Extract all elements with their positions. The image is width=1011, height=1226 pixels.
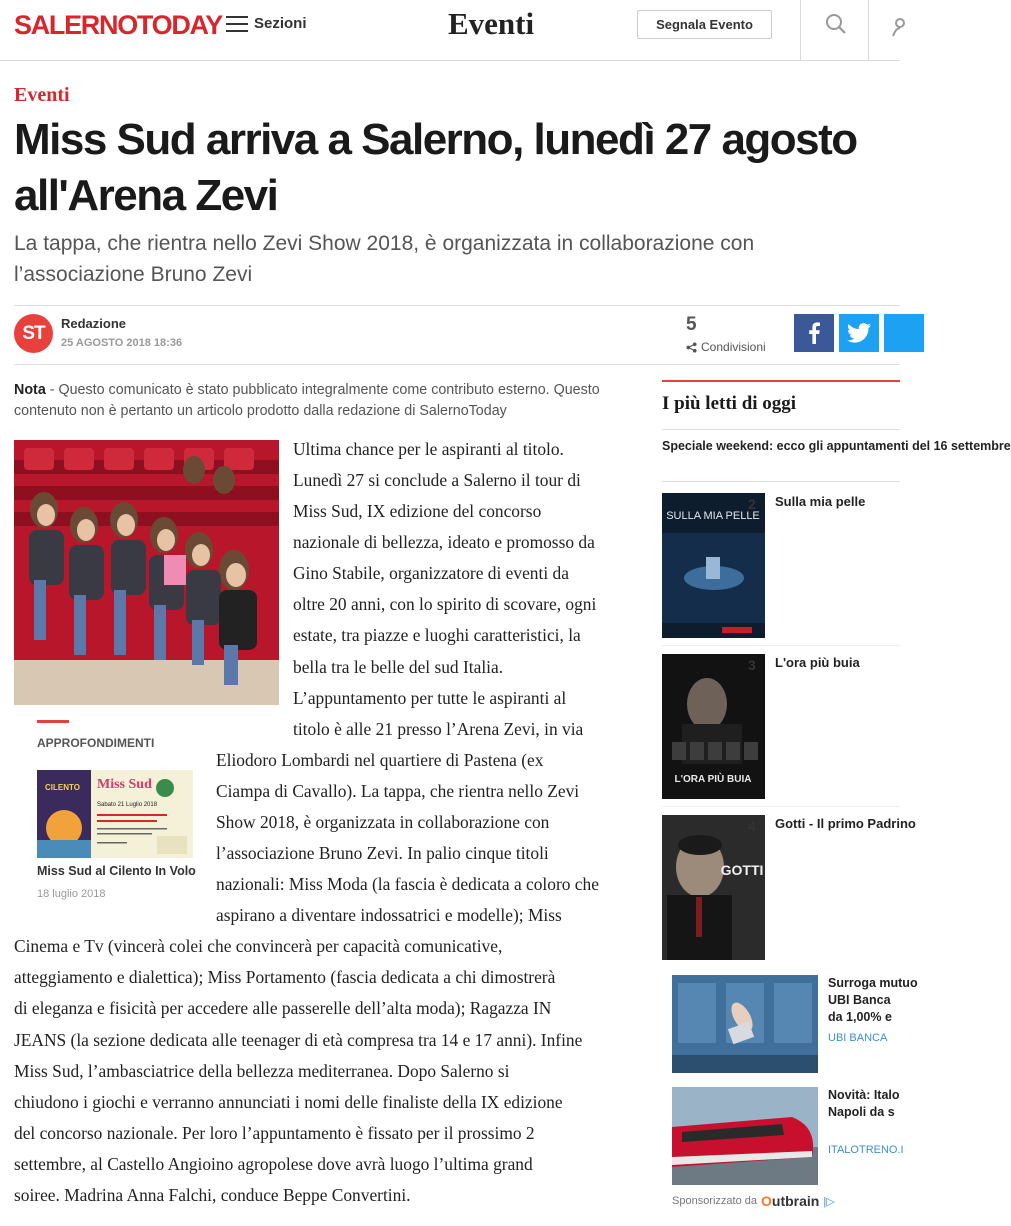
body-paragraph-line: Ultima chance per le aspiranti al titolo. <box>293 439 564 459</box>
body-paragraph-line: nazionale di bellezza, ideato e promosso da <box>293 532 595 553</box>
body-paragraph-line: L’appuntamento per tutte le aspiranti al <box>293 687 567 708</box>
sponsored-label: Sponsorizzato da <box>672 1195 757 1207</box>
adchoices-icon[interactable]: |▷ <box>823 1195 835 1208</box>
sponsored-source[interactable]: UBI BANCA <box>828 1032 888 1044</box>
divider <box>662 481 900 482</box>
body-paragraph-line: titolo è alle 21 presso l’Arena Zevi, in via <box>293 718 584 739</box>
share-label <box>686 340 766 354</box>
publish-date: 25 AGOSTO 2018 18:36 <box>61 337 183 349</box>
poster-title: L'ORA PIÙ BUIA <box>674 774 752 785</box>
body-paragraph-line: estate, tra piazze e luoghi caratteristici, la <box>293 625 581 646</box>
author-name[interactable]: Redazione <box>61 316 127 331</box>
related-accent <box>37 720 69 723</box>
facebook-icon <box>808 322 820 344</box>
note-text: - Questo comunicato è stato pubblicato integralmente come contributo esterno. Questo contenuto non è pertanto un articolo prodotto dalla redazione di SalernoToday <box>14 382 600 419</box>
article-image[interactable] <box>14 440 279 705</box>
report-event-button[interactable]: Segnala Evento <box>637 10 772 39</box>
facebook-share-button[interactable] <box>794 314 834 352</box>
most-read-thumb[interactable] <box>662 493 765 638</box>
top-header <box>0 0 900 61</box>
body-paragraph-line: l’associazione Bruno Zevi. In palio cinque titoli <box>216 843 549 864</box>
body-paragraph-line: del concorso nazionale. Per loro l’appuntamento è fissato per il prossimo 2 <box>14 1122 535 1143</box>
body-paragraph-line: Gino Stabile, organizzatore di eventi da <box>293 563 569 584</box>
sections-menu-label: Sezioni <box>254 15 307 32</box>
rank-number: 3 <box>748 657 756 673</box>
article-category[interactable]: Eventi <box>14 84 70 106</box>
most-read-item[interactable]: Speciale weekend: ecco gli appuntamenti del 16 settembre <box>662 439 1011 453</box>
article-title: Miss Sud arriva a Salerno, lunedì 27 agosto all'Arena Zevi <box>14 115 857 220</box>
divider <box>14 305 900 306</box>
header-divider <box>868 0 869 61</box>
poster-title: SULLA MIA PELLE <box>666 510 760 522</box>
body-paragraph-line: JEANS (la sezione dedicata alle teenager di età compresa tra 14 e 17 anni). Infine <box>14 1029 583 1050</box>
most-read-thumb[interactable] <box>662 654 765 799</box>
body-paragraph-line: di eleganza e fisicità per accedere alle passerelle dell’alta moda); Ragazza IN <box>14 998 552 1019</box>
body-paragraph-line: oltre 20 anni, con lo spirito di scovare, ogni <box>293 594 597 615</box>
sections-menu-button[interactable] <box>226 15 307 32</box>
body-paragraph-line: aspirano a diventare indossatrici e modelle); Miss <box>216 905 562 926</box>
related-article-link[interactable]: Miss Sud al Cilento In Volo <box>37 864 196 878</box>
share-more-button[interactable] <box>884 314 924 352</box>
sponsored-image[interactable] <box>672 1087 818 1185</box>
hamburger-icon <box>226 16 248 32</box>
body-paragraph-line: Miss Sud, IX edizione del concorso <box>293 501 542 522</box>
body-paragraph-line: Eliodoro Lombardi nel quartiere di Pastena (ex <box>216 749 544 770</box>
note-label: Nota <box>14 382 46 398</box>
author-avatar: ST <box>14 314 53 353</box>
sponsored-footer[interactable] <box>672 1193 835 1209</box>
twitter-icon <box>847 323 871 343</box>
outbrain-logo[interactable]: Outbrain <box>761 1193 820 1209</box>
sponsored-source[interactable]: ITALOTRENO.I <box>828 1144 904 1156</box>
user-icon[interactable] <box>893 18 900 38</box>
article-subtitle: La tappa, che rientra nello Zevi Show 2018, è organizzata in collaborazione con l’associazione Bruno Zevi <box>14 232 755 286</box>
sidebar-accent <box>662 380 900 382</box>
related-poster-date: Sabato 21 Luglio 2018 <box>97 802 158 808</box>
most-read-thumb[interactable] <box>662 815 765 960</box>
svg-text:CILENTO: CILENTO <box>45 783 80 792</box>
related-image[interactable] <box>37 770 193 858</box>
body-paragraph-line: Lunedì 27 si conclude a Salerno il tour di <box>293 470 581 491</box>
body-paragraph-line: Miss Sud, l’ambasciatrice della bellezza mediterranea. Dopo Salerno si <box>14 1060 510 1081</box>
body-paragraph-line: chiudono i giochi e verranno annunciati i nomi delle finaliste della IX edizione <box>14 1091 563 1112</box>
sponsored-image[interactable] <box>672 975 818 1073</box>
most-read-title[interactable]: L'ora più buia <box>775 655 860 670</box>
share-icon <box>686 342 697 353</box>
divider <box>662 429 900 430</box>
most-read-heading: I più letti di oggi <box>662 393 797 414</box>
related-poster-title: Miss Sud <box>97 777 152 792</box>
body-paragraph-line: nazionali: Miss Moda (la fascia è dedicata a coloro che <box>216 874 599 895</box>
body-paragraph-line: atteggiamento e dialettica); Miss Portamento (fascia dedicata a chi dimostrerà <box>14 967 556 988</box>
poster-title: GOTTI <box>720 862 764 878</box>
rank-number: 4 <box>748 818 756 834</box>
body-paragraph-line: soiree. Madrina Anna Falchi, conduce Beppe Convertini. <box>14 1184 411 1205</box>
site-logo[interactable]: SALERNOTODAY <box>14 10 222 40</box>
related-heading: APPROFONDIMENTI <box>37 736 155 750</box>
sponsored-title[interactable]: Surroga mutuo UBI Banca da 1,00% e <box>828 976 918 1024</box>
share-label-text: Condivisioni <box>701 340 766 354</box>
divider <box>14 364 900 365</box>
body-paragraph-line: bella tra le belle del sud Italia. <box>293 656 504 677</box>
header-divider <box>800 0 801 61</box>
sponsored-title[interactable]: Novità: Italo Napoli da s <box>828 1088 900 1119</box>
search-icon[interactable] <box>824 12 848 36</box>
divider <box>662 645 900 646</box>
most-read-title[interactable]: Gotti - Il primo Padrino <box>775 816 916 831</box>
rank-number: 2 <box>748 496 756 512</box>
share-count: 5 <box>686 314 697 335</box>
related-article-date: 18 luglio 2018 <box>37 888 106 900</box>
body-paragraph-line: Cinema e Tv (vincerà colei che convincerà per capacità comunicative, <box>14 936 503 957</box>
body-paragraph-line: settembre, al Castello Angioino agropolese dove avrà luogo l’ultima grand <box>14 1153 533 1174</box>
contributor-note <box>14 380 644 422</box>
body-paragraph-line: Show 2018, è organizzata in collaborazione con <box>216 811 550 832</box>
divider <box>662 806 900 807</box>
most-read-title[interactable]: Sulla mia pelle <box>775 494 866 509</box>
body-paragraph-line: Ciampa di Cavallo). La tappa, che rientra nello Zevi <box>216 780 580 801</box>
section-title: Eventi <box>448 6 535 41</box>
twitter-share-button[interactable] <box>839 314 879 352</box>
